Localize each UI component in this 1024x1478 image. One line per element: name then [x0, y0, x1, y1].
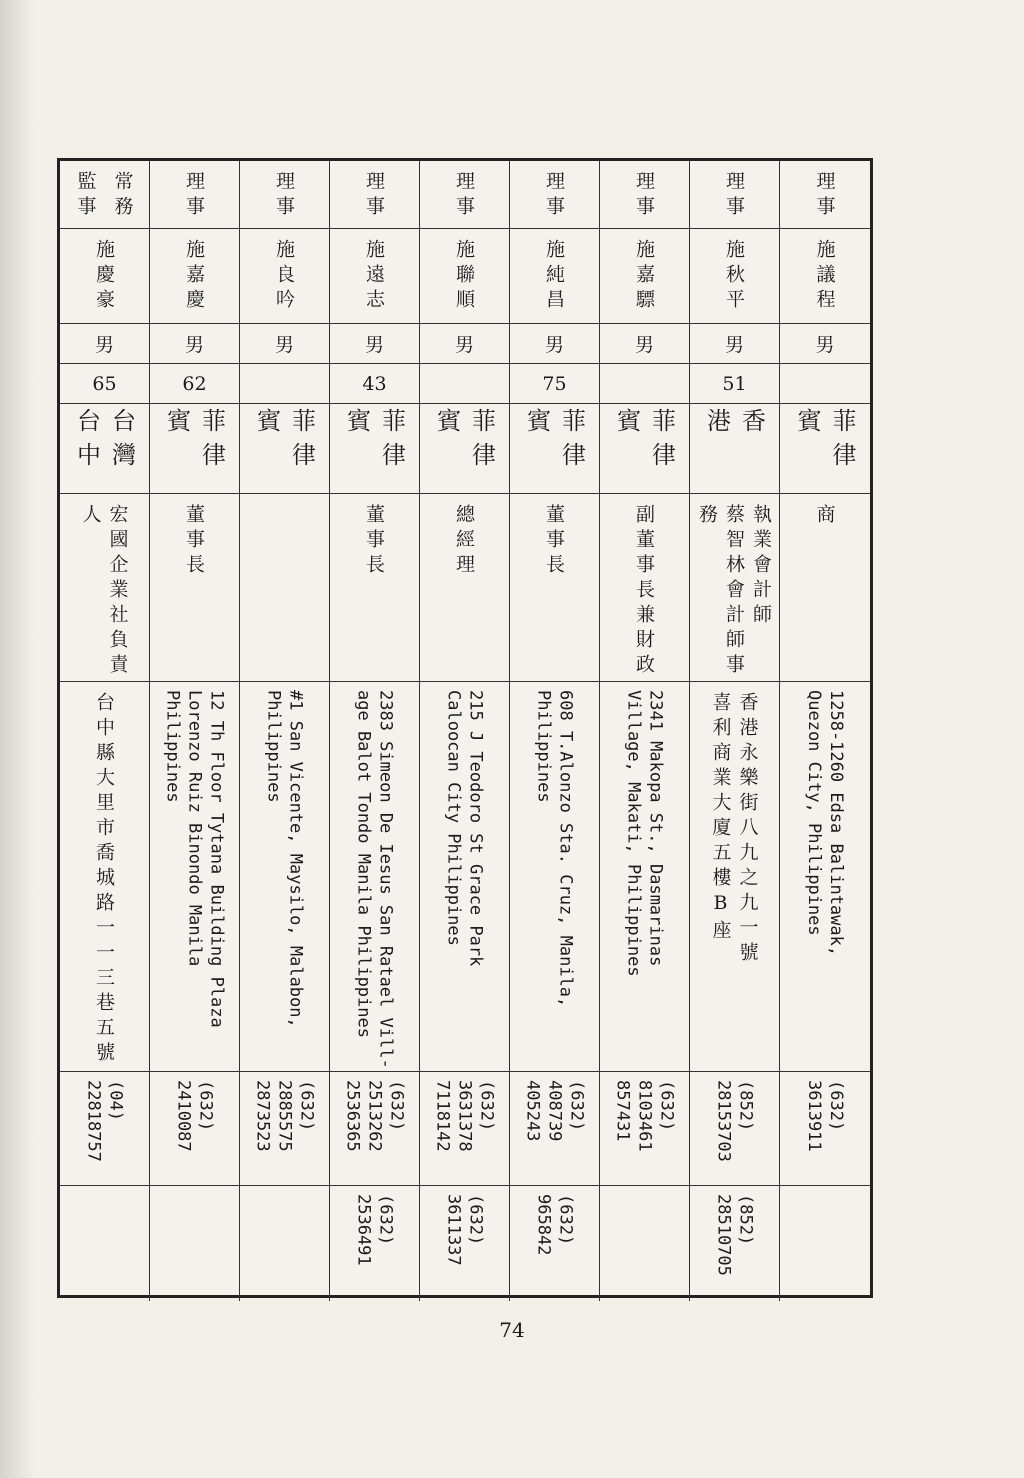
- member-address-line: Philippines: [533, 690, 554, 803]
- member-phone1-line: 2885575: [274, 1080, 295, 1152]
- address-cell: [420, 682, 510, 1072]
- position-cell: [510, 494, 600, 682]
- region-cell: [420, 404, 510, 494]
- phone1-cell: [150, 1072, 240, 1186]
- age-cell: [600, 364, 690, 404]
- member-address-line: 12 Th Floor Tytana Building Plaza: [206, 690, 227, 1028]
- gender-cell: [60, 324, 150, 364]
- position-cell: [420, 494, 510, 682]
- page-binding-shadow: [0, 0, 34, 1478]
- age-cell: [150, 364, 240, 404]
- member-position: 董事長: [183, 504, 205, 579]
- member-address-line: Village, Makati, Philippines: [623, 690, 644, 977]
- name-cell: [780, 229, 870, 324]
- member-phone1-line: (632): [566, 1080, 587, 1132]
- position-cell: [690, 494, 780, 682]
- member-phone1-line: (632): [656, 1080, 677, 1132]
- phone1-cell: [330, 1072, 420, 1186]
- member-position: 執業會計師 蔡智林會計師事務: [696, 504, 772, 679]
- gender-cell: [510, 324, 600, 364]
- member-position: 總經理: [453, 504, 475, 579]
- address-cell: [330, 682, 420, 1072]
- member-gender: 男: [724, 334, 744, 356]
- phone1-cell: [780, 1072, 870, 1186]
- member-address-line: Caloocan City Philippines: [443, 690, 464, 946]
- phone1-cell: [510, 1072, 600, 1186]
- member-phone1-line: (852): [735, 1080, 756, 1132]
- member-phone1-line: 7118142: [432, 1080, 453, 1152]
- region-cell: [150, 404, 240, 494]
- gender-cell: [420, 324, 510, 364]
- member-phone1-line: 22818757: [83, 1080, 104, 1162]
- gender-cell: [330, 324, 420, 364]
- member-phone2-line: 965842: [533, 1194, 554, 1256]
- title-cell: [330, 161, 420, 229]
- age-cell: [420, 364, 510, 404]
- name-cell: [330, 229, 420, 324]
- member-title: 理事: [543, 171, 565, 221]
- title-cell: [690, 161, 780, 229]
- name-cell: [690, 229, 780, 324]
- address-cell: [150, 682, 240, 1072]
- member-region: 香 港: [702, 408, 766, 442]
- member-name: 施秋平: [723, 239, 745, 314]
- member-phone1-line: 2410087: [173, 1080, 194, 1152]
- position-cell: [150, 494, 240, 682]
- region-cell: [330, 404, 420, 494]
- member-gender: 男: [184, 334, 204, 356]
- member-title: 監事: [74, 171, 97, 221]
- member-title: 理事: [723, 171, 745, 221]
- member-age: 75: [542, 372, 567, 395]
- phone2-cell: [690, 1186, 780, 1301]
- phone2-cell: [330, 1186, 420, 1301]
- phone2-cell: [420, 1186, 510, 1301]
- member-address-line: Philippines: [263, 690, 284, 803]
- member-phone2-line: 2536491: [353, 1194, 374, 1266]
- member-region: 菲律賓: [162, 408, 226, 476]
- address-cell: [510, 682, 600, 1072]
- member-name: 施良吟: [273, 239, 295, 314]
- position-cell: [600, 494, 690, 682]
- region-cell: [240, 404, 330, 494]
- member-address-line: 215 J Teodoro St Grace Park: [465, 690, 486, 967]
- region-cell: [60, 404, 150, 494]
- member-address-line: 1258-1260 Edsa Balintawak,: [826, 690, 846, 957]
- member-region: 菲律賓: [522, 408, 586, 476]
- member-address-line: age Balot Tondo Manila Philippines: [353, 690, 374, 1038]
- name-cell: [420, 229, 510, 324]
- member-age: 65: [92, 372, 117, 395]
- member-phone1-line: (632): [476, 1080, 497, 1132]
- member-region: 菲律賓: [793, 408, 856, 476]
- member-address-line: 香港永樂街八九之九一號: [736, 692, 759, 967]
- member-phone1-line: (632): [826, 1080, 846, 1132]
- member-gender: 男: [544, 334, 564, 356]
- member-position: 董事長: [363, 504, 385, 579]
- member-address-line: 608 T.Alonzo Sta. Cruz, Manila,: [555, 690, 576, 1008]
- member-phone2-line: 3611337: [443, 1194, 464, 1266]
- member-region: 菲律賓: [612, 408, 676, 476]
- member-title: 理事: [813, 171, 836, 221]
- member-position: 商: [813, 504, 836, 529]
- member-region: 菲律賓: [432, 408, 496, 476]
- address-cell: [60, 682, 150, 1072]
- age-cell: [330, 364, 420, 404]
- member-name: 施嘉驃: [633, 239, 655, 314]
- member-region: 菲律賓: [342, 408, 406, 476]
- member-phone1-line: 3613911: [804, 1080, 824, 1152]
- member-gender: 男: [94, 334, 114, 356]
- position-cell: [60, 494, 150, 682]
- address-cell: [240, 682, 330, 1072]
- member-phone1-line: (632): [296, 1080, 317, 1132]
- phone1-cell: [240, 1072, 330, 1186]
- member-phone1-line: 3631378: [454, 1080, 475, 1152]
- member-age: 51: [722, 372, 747, 395]
- member-region: 菲律賓: [252, 408, 316, 476]
- region-cell: [510, 404, 600, 494]
- member-phone1-line: (632): [386, 1080, 407, 1132]
- member-name: 施議程: [813, 239, 836, 314]
- region-cell: [600, 404, 690, 494]
- member-phone1-line: 405243: [522, 1080, 543, 1142]
- age-cell: [690, 364, 780, 404]
- address-cell: [780, 682, 870, 1072]
- member-address-line: #1 San Vicente, Maysilo, Malabon,: [285, 690, 306, 1028]
- gender-cell: [150, 324, 240, 364]
- phone2-cell: [60, 1186, 150, 1301]
- position-cell: [330, 494, 420, 682]
- title-cell: [60, 161, 150, 229]
- phone2-cell: [600, 1186, 690, 1301]
- title-cell: [150, 161, 240, 229]
- name-cell: [60, 229, 150, 324]
- age-cell: [240, 364, 330, 404]
- member-gender: 男: [274, 334, 294, 356]
- member-name: 施慶豪: [93, 239, 115, 314]
- gender-cell: [690, 324, 780, 364]
- member-name: 施純昌: [543, 239, 565, 314]
- title-cell: [600, 161, 690, 229]
- member-phone2-line: (632): [465, 1194, 486, 1246]
- position-cell: [240, 494, 330, 682]
- address-cell: [600, 682, 690, 1072]
- member-name: 施嘉慶: [183, 239, 205, 314]
- name-cell: [510, 229, 600, 324]
- name-cell: [150, 229, 240, 324]
- member-age: 43: [362, 372, 387, 395]
- phone1-cell: [690, 1072, 780, 1186]
- gender-cell: [780, 324, 870, 364]
- member-table: [57, 158, 873, 1298]
- member-title: 常務: [111, 171, 134, 221]
- member-phone1-line: 2536365: [342, 1080, 363, 1152]
- member-title: 理事: [273, 171, 295, 221]
- member-region: 台灣台中: [72, 408, 136, 476]
- member-gender: 男: [364, 334, 384, 356]
- member-title: 理事: [453, 171, 475, 221]
- member-position: 副董事長兼財政: [633, 504, 655, 679]
- member-phone1-line: 2873523: [252, 1080, 273, 1152]
- member-age: 62: [182, 372, 207, 395]
- member-address-line: 台中縣大里市喬城路一一三巷五號: [93, 692, 115, 1067]
- member-gender: 男: [634, 334, 654, 356]
- phone2-cell: [240, 1186, 330, 1301]
- member-phone1-line: 8103461: [634, 1080, 655, 1152]
- member-position: 宏國企業社負責人: [79, 504, 129, 679]
- phone2-cell: [510, 1186, 600, 1301]
- member-phone1-line: 857431: [612, 1080, 633, 1142]
- region-cell: [690, 404, 780, 494]
- title-cell: [240, 161, 330, 229]
- member-address-line: Lorenzo Ruiz Binondo Manila Philippines: [162, 690, 205, 967]
- gender-cell: [600, 324, 690, 364]
- member-title: 理事: [183, 171, 205, 221]
- gender-cell: [240, 324, 330, 364]
- member-phone2-line: 28510705: [713, 1194, 734, 1276]
- member-phone1-line: 408739: [544, 1080, 565, 1142]
- member-phone1-line: (04): [105, 1080, 126, 1121]
- address-cell: [690, 682, 780, 1072]
- member-position: 董事長: [543, 504, 565, 579]
- title-cell: [780, 161, 870, 229]
- member-title: 理事: [363, 171, 385, 221]
- phone2-cell: [780, 1186, 870, 1301]
- member-name: 施聯順: [453, 239, 475, 314]
- title-cell: [510, 161, 600, 229]
- age-cell: [780, 364, 870, 404]
- member-gender: 男: [454, 334, 474, 356]
- phone1-cell: [600, 1072, 690, 1186]
- member-phone2-line: (632): [375, 1194, 396, 1246]
- age-cell: [60, 364, 150, 404]
- phone1-cell: [420, 1072, 510, 1186]
- member-phone1-line: 2513262: [364, 1080, 385, 1152]
- position-cell: [780, 494, 870, 682]
- phone1-cell: [60, 1072, 150, 1186]
- name-cell: [240, 229, 330, 324]
- age-cell: [510, 364, 600, 404]
- member-gender: 男: [815, 334, 835, 356]
- title-cell: [420, 161, 510, 229]
- region-cell: [780, 404, 870, 494]
- member-phone2-line: (632): [555, 1194, 576, 1246]
- phone2-cell: [150, 1186, 240, 1301]
- member-phone1-line: (632): [195, 1080, 216, 1132]
- page-number: 74: [499, 1318, 525, 1342]
- member-address-line: Quezon City, Philippines: [804, 690, 824, 936]
- member-address-line: 2383 Simeon De Iesus San Ratael Vill-: [375, 690, 396, 1069]
- member-name: 施遠志: [363, 239, 385, 314]
- name-cell: [600, 229, 690, 324]
- member-phone2-line: (852): [735, 1194, 756, 1246]
- member-title: 理事: [633, 171, 655, 221]
- member-address-line: 喜利商業大廈五樓B座: [709, 692, 732, 945]
- member-address-line: 2341 Makopa St., Dasmarinas: [645, 690, 666, 967]
- member-phone1-line: 28153703: [713, 1080, 734, 1162]
